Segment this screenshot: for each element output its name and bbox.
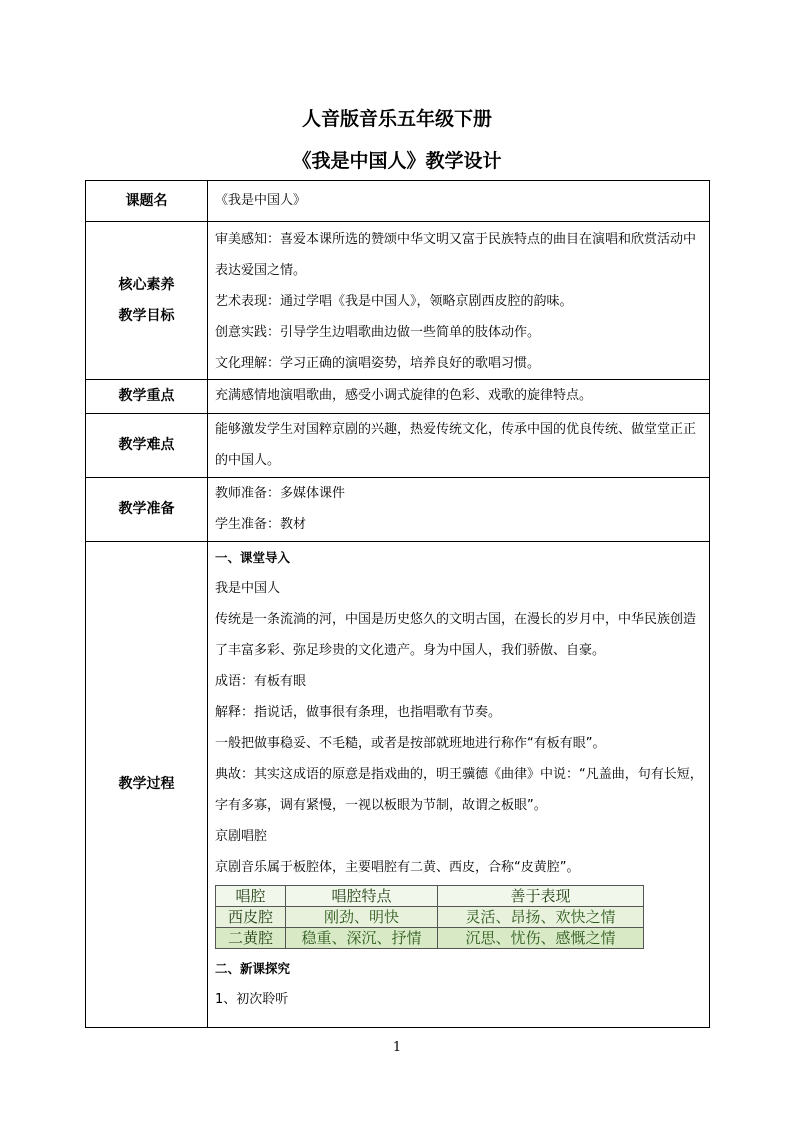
process-label: 教学过程 [86,542,208,1028]
preparation-item: 学生准备：教材 [215,517,307,532]
difficulties-label: 教学难点 [86,414,208,478]
process-paragraph: 成语：有板有眼 [215,674,307,689]
goal-item: 文化理解：学习正确的演唱姿势，培养良好的歌唱习惯。 [215,356,541,371]
table-row-preparation [86,478,710,542]
section2-heading: 二、新课探究 [215,961,291,976]
singing-style-cell: 稳重、深沉、抒情 [286,928,438,949]
key-points-content [208,380,710,414]
singing-style-row [216,928,644,949]
process-paragraph: 典故：其实这成语的原意是指戏曲的，明王骥德《曲律》中说：“凡盖曲，句有长短，字有多寡，调有紧慢，一视以板眼为节制，故谓之板眼”。 [215,767,703,813]
section1-heading: 一、课堂导入 [215,550,291,565]
singing-style-row [216,907,644,928]
process-paragraph: 京剧音乐属于板腔体，主要唱腔有二黄、西皮，合称“皮黄腔”。 [215,860,580,875]
table-row-key-points [86,380,710,414]
key-points-text: 充满感情地演唱歌曲，感受小调式旋律的色彩、戏歌的旋律特点。 [215,388,593,403]
singing-style-cell: 灵活、昂扬、欢快之情 [438,907,644,928]
document-title: 人音版音乐五年级下册 [301,108,492,130]
singing-style-header-row [216,886,644,907]
process-content [208,542,710,1028]
lesson-plan-table [85,180,710,1028]
singing-style-cell: 西皮腔 [216,907,286,928]
key-points-label: 教学重点 [86,380,208,414]
goals-label-line1: 核心素养 [118,276,175,293]
process-paragraph: 传统是一条流淌的河，中国是历史悠久的文明古国，在漫长的岁月中，中华民族创造了丰富多彩、弥足珍贵的文化遗产。身为中国人，我们骄傲、自豪。 [215,612,697,658]
page-number: 1 [392,1040,402,1055]
table-row-process [86,542,710,1028]
table-row-topic [86,181,710,222]
singing-style-header: 唱腔 [216,886,286,907]
preparation-content [208,478,710,542]
preparation-label: 教学准备 [86,478,208,542]
document-subtitle: 《我是中国人》教学设计 [292,150,502,172]
table-row-goals [86,222,710,380]
singing-style-header: 善于表现 [438,886,644,907]
process-paragraph: 1、初次聆听 [215,992,289,1007]
goals-label-line2: 教学目标 [118,307,175,324]
process-paragraph: 解释：指说话，做事很有条理，也指唱歌有节奏。 [215,705,502,720]
difficulties-text: 能够激发学生对国粹京剧的兴趣，热爱传统文化，传承中国的优良传统、做堂堂正正的中国人。 [215,422,697,468]
singing-style-cell: 二黄腔 [216,928,286,949]
difficulties-content [208,414,710,478]
process-paragraph: 我是中国人 [215,581,281,596]
goal-item: 审美感知：喜爱本课所选的赞颂中华文明又富于民族特点的曲目在演唱和欣赏活动中表达爱国之情。 [215,232,697,278]
goal-item: 艺术表现：通过学唱《我是中国人》，领略京剧西皮腔的韵味。 [215,294,573,309]
process-paragraph: 京剧唱腔 [215,829,268,844]
topic-text: 《我是中国人》 [215,193,307,208]
singing-style-cell: 刚劲、明快 [286,907,438,928]
table-row-difficulties [86,414,710,478]
preparation-item: 教师准备：多媒体课件 [215,486,346,501]
singing-style-table [215,885,644,949]
goal-item: 创意实践：引导学生边唱歌曲边做一些简单的肢体动作。 [215,325,541,340]
topic-value [208,181,710,222]
singing-style-cell: 沉思、忧伤、感慨之情 [438,928,644,949]
singing-style-header: 唱腔特点 [286,886,438,907]
process-paragraph: 一般把做事稳妥、不毛糙，或者是按部就班地进行称作“有板有眼”。 [215,736,606,751]
goals-label [86,222,208,380]
topic-label: 课题名 [86,181,208,222]
goals-content [208,222,710,380]
